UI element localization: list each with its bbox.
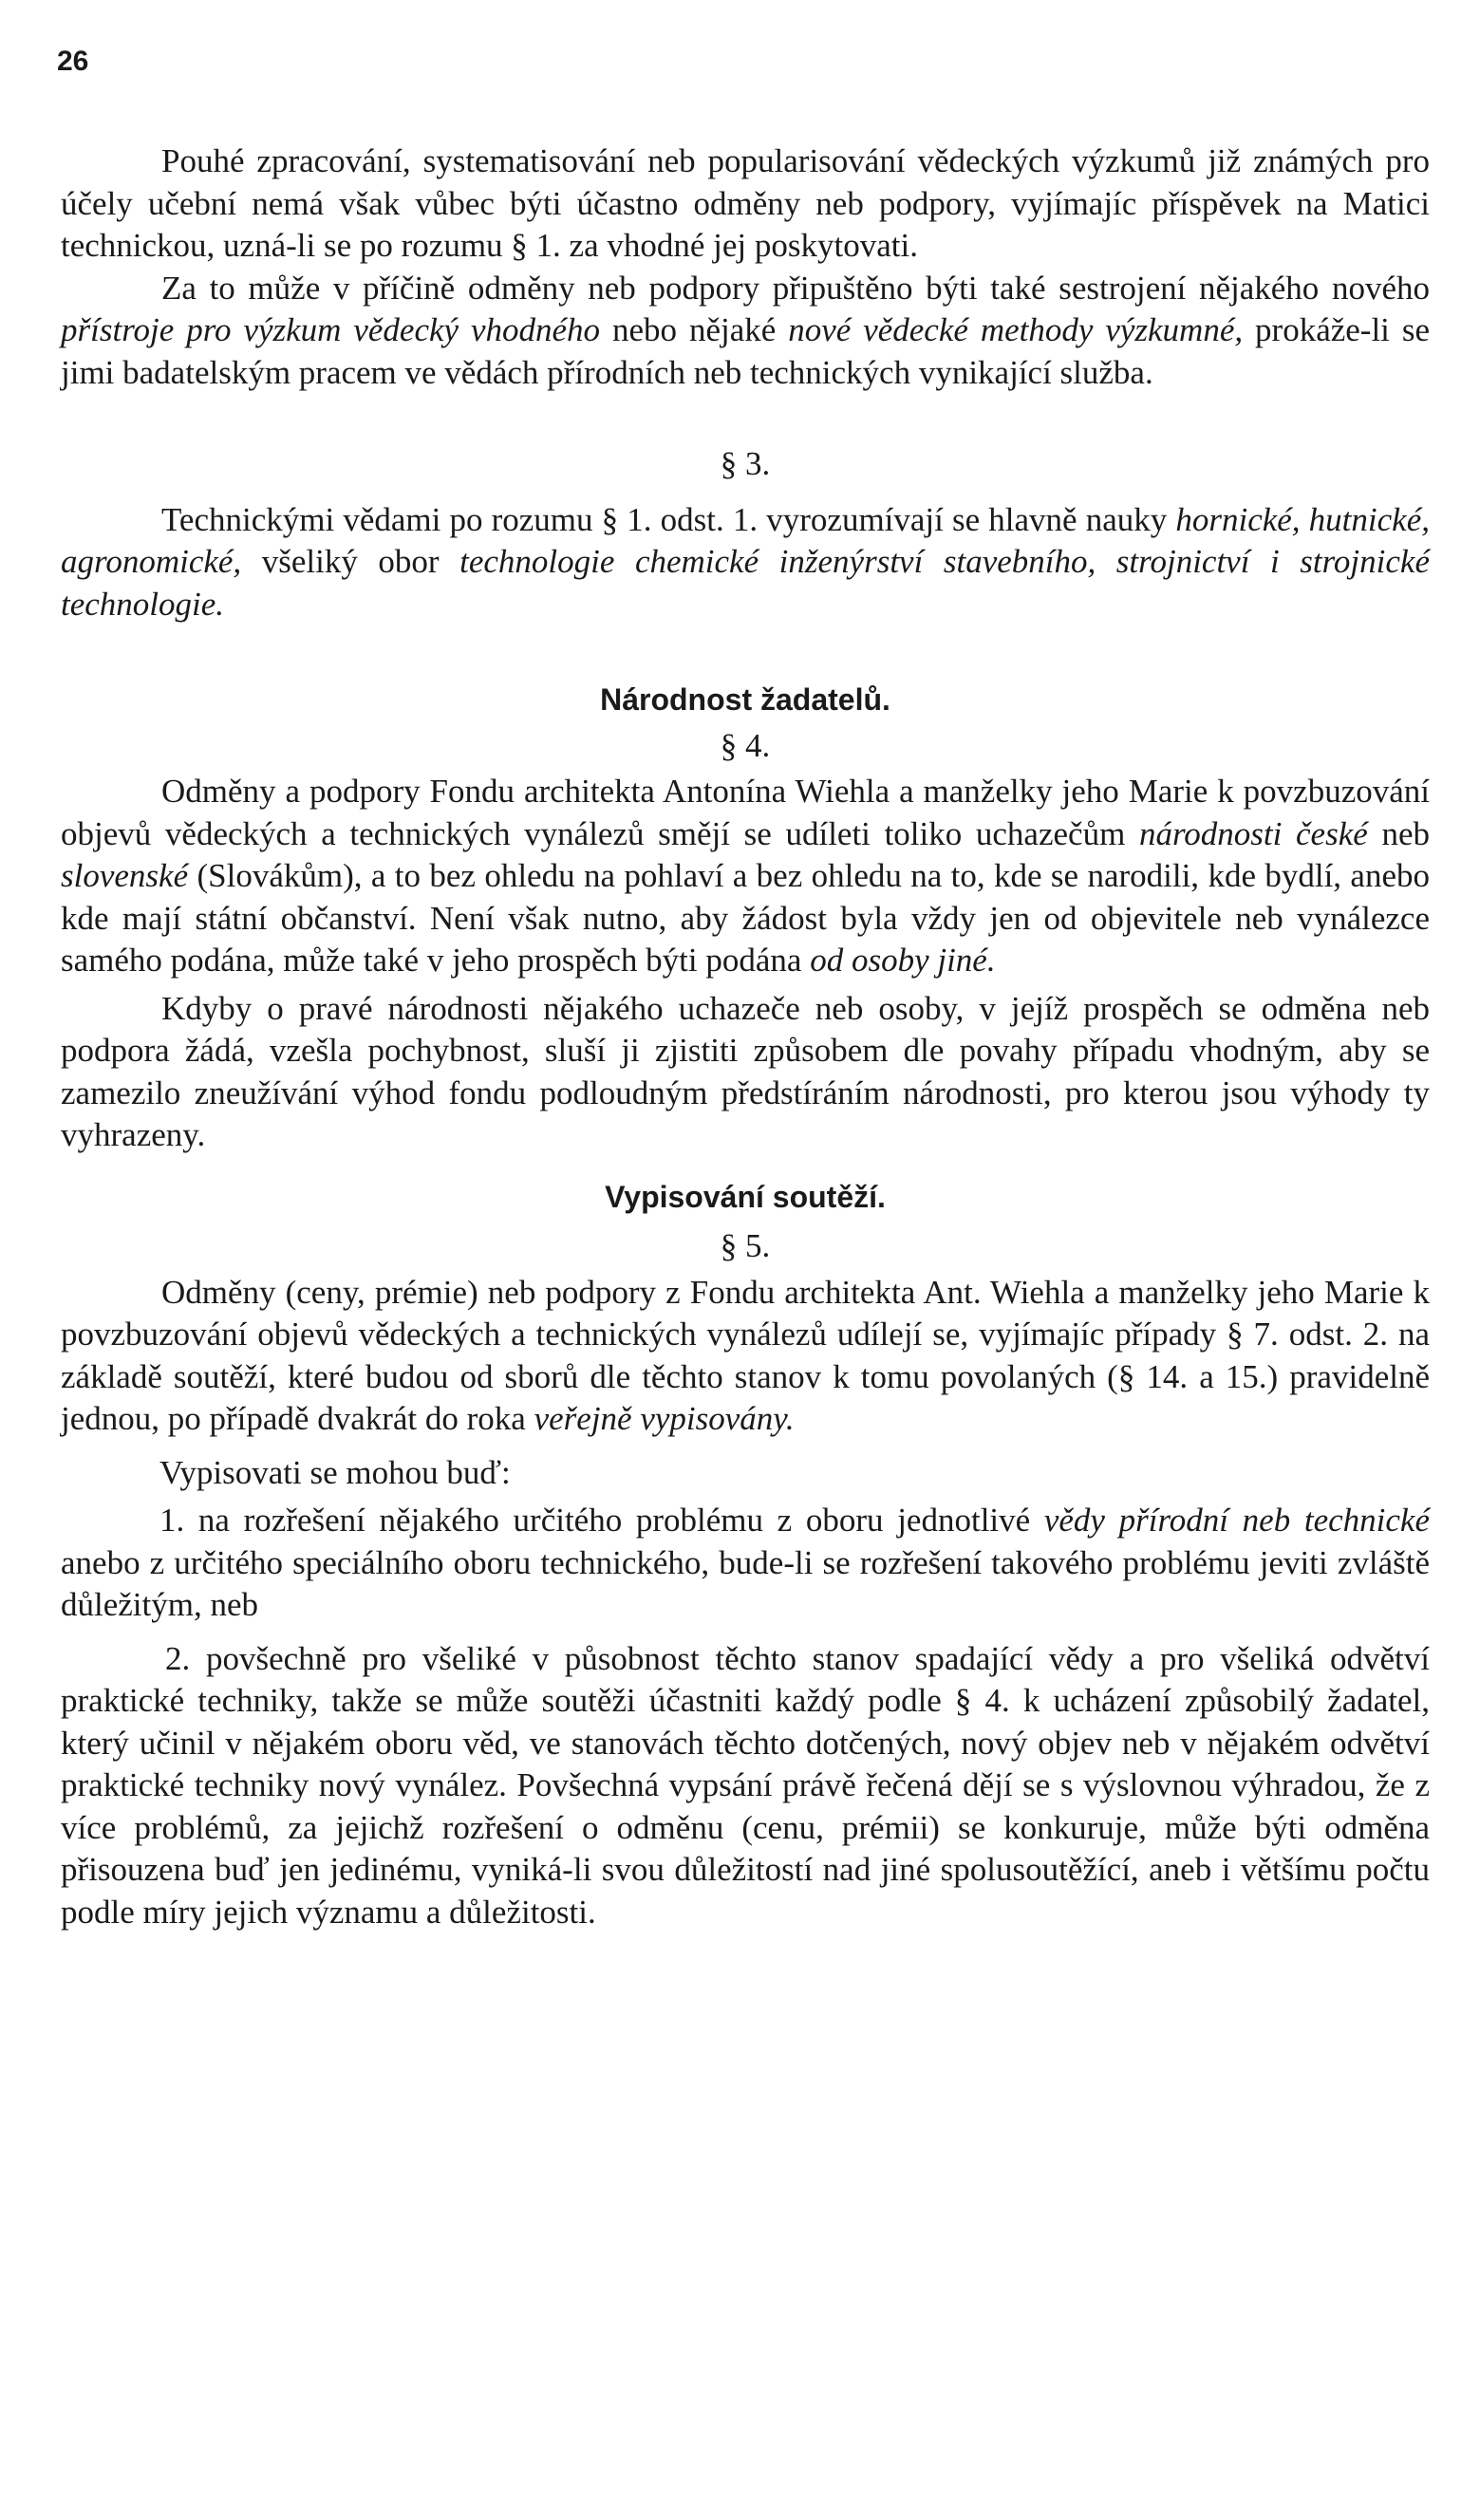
paragraph-text: 2. povšechně pro všeliké v působnost těchto stanov spadající vědy a pro všeliká odvětví praktické techniky, takže se může soutěži účastniti každý podle § 4. k ucházení způsobilý žadatel, který učinil v nějakém oboru věd, ve stanovách těchto dotčených, nový objev neb v nějakém odvětví praktické techniky nový vynález. Povšechná vypsání právě řečená dějí se s výslovnou výhradou, že z více problémů, za jejichž rozřešení o odměnu (cenu, prémii) se konkuruje, může býti odměna přisouzena buď jen jedinému, vyniká-li svou důležitostí nad jiné spolusoutěžící, aneb i většímu počtu podle míry jejich významu a důležitosti. — [61, 1639, 1430, 1931]
page-content — [61, 140, 1430, 1933]
text-run: anebo z určitého speciálního oboru technického, bude-li se rozřešení takového problému jeviti zvláště důležitým, neb — [61, 1543, 1430, 1623]
italic-run: veřejně vypisovány. — [534, 1400, 795, 1437]
text-run: nebo nějaké — [600, 311, 789, 348]
section-mark-4: § 4. — [720, 726, 771, 764]
paragraph-eligibility — [61, 771, 1430, 982]
italic-run: hornické, hutnické, agronomické, — [61, 500, 1430, 580]
paragraph-instruments — [61, 268, 1430, 395]
paragraph-text: Kdyby o pravé národnosti nějakého uchazeče neb osoby, v jejíž prospěch se odměna neb podpora žádá, vzešla pochybnost, sluší ji zjistiti způsobem dle povahy případu vhodným, aby se zamezilo zneužívání výhod fondu podloudným předstíráním národnosti, pro kterou jsou výhody ty vyhrazeny. — [61, 989, 1430, 1153]
italic-run: národnosti české — [1138, 814, 1368, 852]
italic-run: přístroje pro výzkum vědecký vhodného — [61, 311, 601, 348]
text-run: (Slovákům), a to bez ohledu na pohlaví a bez ohledu na to, kde se narodili, kde bydlí, anebo kde mají státní občanství. Není však nutno, aby žádost byla vždy jen od objevitele neb vynálezce samého podána, může také v jeho prospěch býti podána — [61, 857, 1430, 979]
heading-nationality: Národnost žadatelů. — [600, 682, 890, 717]
text-run: 1. na rozřešení nějakého určitého problému z oboru jednotlivé — [159, 1502, 1044, 1539]
paragraph-technical-sciences — [61, 499, 1430, 626]
italic-run: nové vědecké methody výzkumné, — [788, 311, 1244, 348]
italic-run: slovenské — [61, 857, 189, 894]
paragraph-nationality-doubt — [61, 988, 1430, 1157]
paragraph-popularisation — [61, 140, 1430, 268]
paragraph-awards — [61, 1272, 1430, 1441]
text-run: Odměny (ceny, prémie) neb podpory z Fondu architekta Ant. Wiehla a manželky jeho Marie k povzbuzování objevů vědeckých a technických vynálezů udílejí se, vyjímajíc případy § 7. odst. 2. na základě soutěží, které budou od sborů dle těchto stanov k tomu povolaných (§ 14. a 15.) pravidelně jednou, po případě dvakrát do roka — [61, 1273, 1430, 1437]
paragraph-announce — [61, 1452, 1430, 1495]
list-item-2 — [61, 1638, 1430, 1934]
italic-run: vědy přírodní neb technické — [1043, 1502, 1430, 1539]
text-run: Za to může v příčině odměny neb podpory připuštěno býti také sestrojení nějakého nového — [161, 269, 1430, 307]
section-mark-3: § 3. — [720, 445, 771, 482]
italic-run: technologie chemické inženýrství stavebního, strojnictví i strojnické technologie. — [61, 543, 1430, 623]
text-run: neb — [1367, 814, 1430, 852]
page-number: 26 — [57, 46, 89, 77]
paragraph-text: Vypisovati se mohou buď: — [159, 1453, 511, 1491]
section-mark-5: § 5. — [720, 1227, 771, 1264]
text-run: prokáže-li se jimi badatelským pracem ve vědách přírodních neb technických vynikající služba. — [61, 311, 1430, 391]
text-run: Odměny a podpory Fondu architekta Antonína Wiehla a manželky jeho Marie k povzbuzování objevů vědeckých a technických vynálezů smějí se udíleti toliko uchazečům — [61, 773, 1430, 852]
paragraph-text: Pouhé zpracování, systematisování neb popularisování vědeckých výzkumů již známých pro účely učební nemá však vůbec býti účastno odměny neb podpory, vyjímajíc příspěvek na Matici technickou, uzná-li se po rozumu § 1. za vhodné jej poskytovati. — [61, 142, 1430, 264]
heading-competitions: Vypisování soutěží. — [605, 1179, 886, 1214]
text-run: všeliký obor — [241, 543, 460, 580]
text-run: Technickými vědami po rozumu § 1. odst. 1. vyrozumívají se hlavně nauky — [161, 500, 1176, 538]
italic-run: od osoby jiné. — [810, 942, 996, 979]
list-item-1 — [61, 1500, 1430, 1627]
